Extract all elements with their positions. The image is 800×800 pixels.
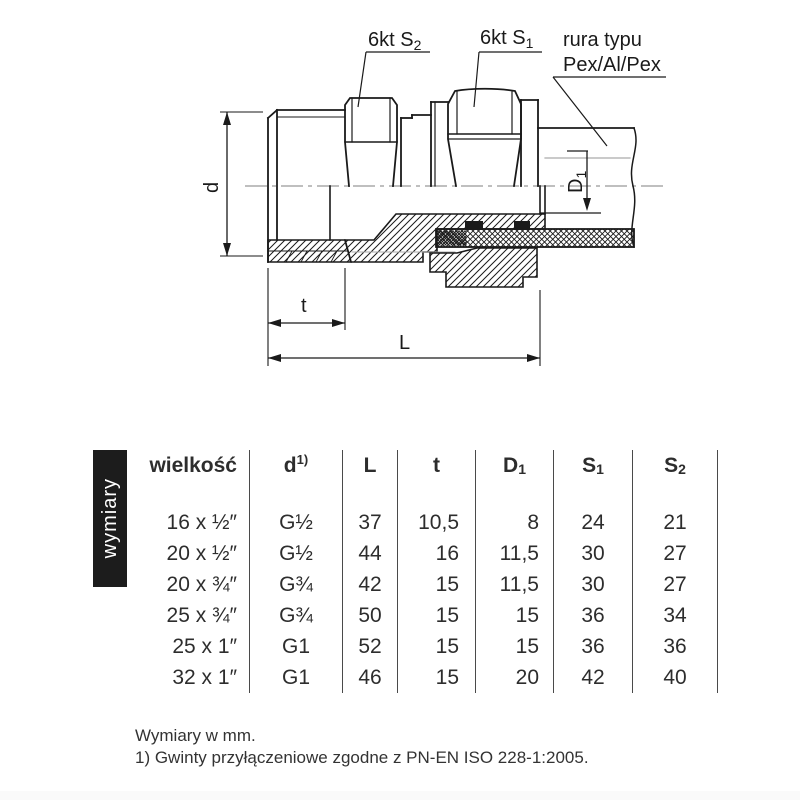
cell-D1: 15: [476, 631, 554, 662]
cell-D1: 11,5: [476, 569, 554, 600]
thread-section-band: [268, 240, 351, 262]
cell-L: 42: [343, 569, 398, 600]
cell-D1: 15: [476, 600, 554, 631]
grip-ring-right: [514, 221, 530, 230]
nut-collar: [521, 100, 538, 186]
dim-d: [201, 112, 263, 256]
cell-t: 16: [398, 538, 476, 569]
cell-D1: 11,5: [476, 538, 554, 569]
cell-S1: 42: [554, 662, 633, 693]
cell-d: G¾: [250, 600, 343, 631]
svg-text:d: d: [201, 181, 223, 193]
cell-size: 25 x 1″: [135, 631, 250, 662]
cell-size: 32 x 1″: [135, 662, 250, 693]
cell-size: 25 x ¾″: [135, 600, 250, 631]
label-hex-s1: [474, 27, 542, 107]
header-D1: D 1: [476, 450, 554, 482]
cell-d: G½: [250, 538, 343, 569]
cell-d: G1: [250, 631, 343, 662]
fitting-section: [268, 186, 634, 287]
svg-text:6kt S2: 6kt $S_2$: [368, 29, 422, 53]
dim-t: [268, 268, 345, 366]
svg-text:Pex/Al/Pex: Pex/Al/Pex: [563, 54, 661, 76]
cell-S1: 24: [554, 507, 633, 538]
cell-D1: 8: [476, 507, 554, 538]
cell-d: G¾: [250, 569, 343, 600]
nut-lower-section: [430, 248, 537, 287]
cell-L: 46: [343, 662, 398, 693]
header-wielkosc: wielkość: [135, 450, 250, 482]
footnote-units: Wymiary w mm.: [135, 726, 256, 745]
cell-S2: 40: [633, 662, 718, 693]
cell-t: 15: [398, 631, 476, 662]
header-d: d 1): [250, 450, 343, 482]
cell-size: 16 x ½″: [135, 507, 250, 538]
footnotes: [135, 725, 589, 769]
cell-t: 10,5: [398, 507, 476, 538]
cell-S1: 36: [554, 600, 633, 631]
dimensions-table: [135, 450, 718, 693]
label-hex-s2: [358, 29, 430, 107]
cell-size: 20 x ¾″: [135, 569, 250, 600]
svg-text:rura typu: rura typu: [563, 29, 642, 51]
cell-size: 20 x ½″: [135, 538, 250, 569]
footnote-thread-standard: 1) Gwinty przyłączeniowe zgodne z PN-EN ISO 228-1:2005.: [135, 748, 589, 767]
hex-nut-s1: [448, 89, 521, 186]
svg-text:L: L: [399, 332, 411, 354]
cell-t: 15: [398, 569, 476, 600]
neck-steps: [401, 102, 448, 186]
table-side-tab-label: wymiary: [98, 478, 121, 559]
dim-d1: [540, 151, 601, 213]
cell-L: 37: [343, 507, 398, 538]
table-side-tab: [93, 450, 127, 587]
cell-S2: 27: [633, 538, 718, 569]
cell-t: 15: [398, 600, 476, 631]
cell-S1: 30: [554, 538, 633, 569]
cell-S1: 36: [554, 631, 633, 662]
cell-d: G½: [250, 507, 343, 538]
grip-ring-left: [465, 221, 483, 230]
hex-nut-s2: [345, 98, 397, 186]
cell-L: 50: [343, 600, 398, 631]
cell-t: 15: [398, 662, 476, 693]
dim-l: [268, 290, 540, 366]
cell-L: 52: [343, 631, 398, 662]
cell-D1: 20: [476, 662, 554, 693]
header-S1: S 1: [554, 450, 633, 482]
header-t: t: [398, 450, 476, 482]
svg-text:6kt S1: 6kt $S_1$: [480, 27, 534, 51]
bottom-strip: [0, 791, 800, 800]
header-S2: S 2: [633, 450, 718, 482]
cell-S2: 27: [633, 569, 718, 600]
svg-text:D1: $D_1$: [565, 170, 589, 193]
cell-S1: 30: [554, 569, 633, 600]
cell-L: 44: [343, 538, 398, 569]
cell-S2: 36: [633, 631, 718, 662]
cell-d: G1: [250, 662, 343, 693]
cell-S2: 34: [633, 600, 718, 631]
svg-text:t: t: [301, 295, 307, 317]
pipe-section: [436, 229, 634, 247]
cell-S2: 21: [633, 507, 718, 538]
header-L: L: [343, 450, 398, 482]
